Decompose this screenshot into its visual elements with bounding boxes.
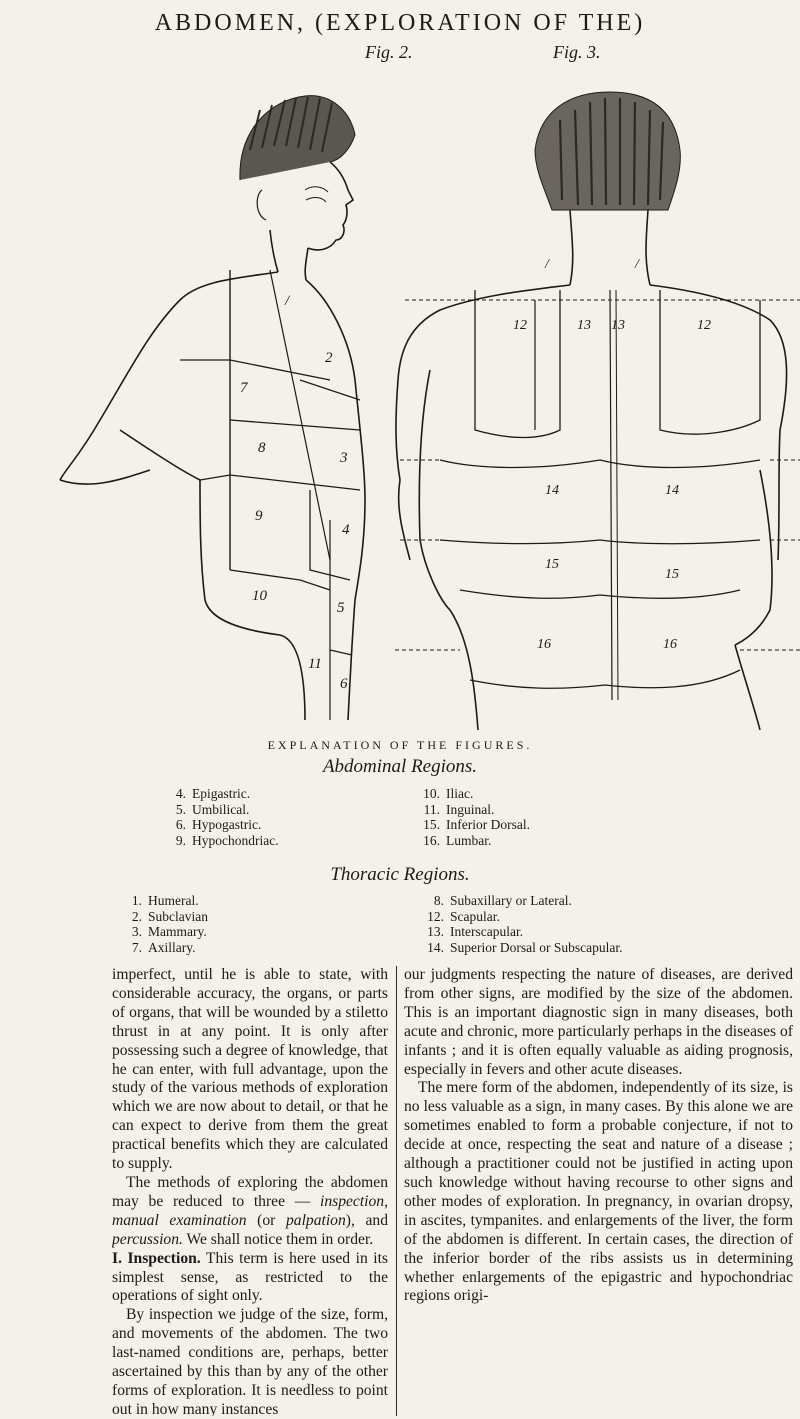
thoracic-legend-left — [122, 893, 208, 955]
legend-item — [166, 786, 279, 802]
legend-item — [166, 802, 279, 818]
legend-label: Epigastric. — [192, 786, 251, 801]
thoracic-regions-heading: Thoracic Regions. — [330, 864, 470, 885]
fig3-num-12a: 12 — [513, 318, 527, 333]
legend-number: 5. — [175, 801, 186, 817]
legend-item — [420, 786, 530, 802]
paragraph: imperfect, until he is able to state, with considerable accuracy, the organs, or parts of organs, that will be wounded by a stiletto thrust in at any point. It is only after possessing such a degree of knowledge, that he can enter, with full advantage, upon the study of the various methods of exploration which we are now about to detail, or that he can expect to derive from them the great practical benefits which they are calculated to supply. — [112, 966, 388, 1173]
text-run: We shall notice them in order. — [182, 1230, 374, 1248]
fig3-num-14b: 14 — [665, 483, 679, 498]
fig2-num-5: 5 — [337, 600, 345, 616]
legend-number: 3. — [131, 924, 142, 939]
legend-number: 8. — [433, 893, 444, 908]
abdominal-legend-left — [166, 786, 279, 848]
figure-3-drawing — [395, 92, 800, 730]
legend-item — [420, 833, 530, 849]
figure-2-label: Fig. 2. — [365, 42, 413, 62]
fig3-num-16a: 16 — [537, 637, 551, 652]
text-run: The methods of exploring the abdomen may be reduced to three — — [112, 1173, 388, 1210]
fig3-num-13b: 13 — [611, 318, 625, 333]
legend-label: Scapular. — [450, 908, 500, 924]
legend-number: 1. — [131, 893, 142, 908]
fig3-num-14a: 14 — [545, 483, 559, 498]
legend-item — [122, 940, 208, 956]
legend-item — [166, 817, 279, 833]
fig3-num-1a: / — [545, 257, 549, 272]
thoracic-legend-right — [424, 893, 622, 955]
text-run: This term is here used in its simplest sense, as restricted to the operations of sight only. — [112, 1249, 388, 1305]
paragraph: our judgments respecting the nature of diseases, are derived from other signs, are modified by the size of the abdomen. This is an important diagnostic sign in many diseases, both acute and chronic, more particularly perhaps in the diseases of infants ; and it is often equally valuable as aiding prognosis, especially in fevers and other acute diseases. — [404, 966, 793, 1078]
section-title: I. Inspection. — [112, 1249, 201, 1267]
abdominal-legend-right — [420, 786, 530, 848]
fig3-num-16b: 16 — [663, 637, 677, 652]
abdominal-regions-heading: Abdominal Regions. — [322, 756, 478, 777]
text-run: ), and — [345, 1211, 388, 1229]
legend-label: Interscapular. — [450, 924, 524, 939]
paragraph: The mere form of the abdomen, independently of its size, is no less valuable as a sign, in many cases. By this alone we are sometimes enabled to form a probable conjecture, if not to decide at once, respecting the seat and nature of a disease ; although a practitioner could not be justified in acting upon such knowledge without having recourse to other signs and other modes of exploration. In pregnancy, in ovarian dropsy, in ascites, tympanites. and enlargements of the liver, the form of the abdomen is different. In certain cases, the direction of the inferior border of the ribs assists us in determining whether enlargements of the epigastric and hypochondriac regions origi- — [404, 1079, 793, 1305]
fig2-num-11: 11 — [308, 656, 322, 672]
fig2-num-9: 9 — [255, 508, 263, 524]
legend-label: Hypogastric. — [192, 817, 262, 832]
legend-label: Hypochondriac. — [192, 832, 279, 848]
legend-number: 2. — [131, 908, 142, 924]
emphasis-inspection: inspection, manual examination — [112, 1192, 388, 1229]
fig3-num-1b: / — [635, 257, 639, 272]
paragraph-inspection — [112, 1250, 388, 1307]
page-title: ABDOMEN, (EXPLORATION OF THE) — [154, 10, 646, 36]
legend-number: 10. — [423, 786, 440, 801]
emphasis-percussion: percussion. — [112, 1230, 183, 1248]
body-column-left — [112, 966, 388, 1416]
legend-label: Mammary. — [148, 924, 207, 939]
legend-number: 16. — [423, 832, 440, 848]
fig2-num-4: 4 — [342, 522, 350, 538]
legend-label: Axillary. — [148, 939, 196, 955]
legend-item — [122, 924, 208, 940]
fig3-num-13a: 13 — [577, 318, 591, 333]
legend-number: 4. — [175, 786, 186, 801]
fig2-num-1: / — [285, 293, 290, 309]
legend-item — [424, 940, 622, 956]
fig2-num-2: 2 — [325, 350, 333, 366]
body-column-right — [404, 966, 793, 1416]
legend-label: Lumbar. — [446, 832, 492, 848]
fig2-hair — [240, 96, 355, 180]
legend-number: 15. — [423, 817, 440, 832]
legend-label: Inferior Dorsal. — [446, 817, 530, 832]
legend-label: Iliac. — [446, 786, 474, 801]
fig2-num-7: 7 — [240, 380, 248, 396]
legend-item — [122, 893, 208, 909]
column-divider — [396, 966, 397, 1416]
legend-label: Superior Dorsal or Subscapular. — [450, 939, 623, 955]
legend-item — [424, 893, 622, 909]
legend-item — [420, 817, 530, 833]
legend-number: 7. — [131, 939, 142, 955]
fig2-num-10: 10 — [252, 588, 267, 604]
fig2-num-6: 6 — [340, 676, 348, 692]
legend-label: Humeral. — [148, 893, 199, 908]
fig3-num-15b: 15 — [665, 567, 679, 582]
figure-3-label: Fig. 3. — [553, 42, 601, 62]
paragraph-methods — [112, 1174, 388, 1250]
fig3-num-12b: 12 — [697, 318, 711, 333]
legend-item — [420, 802, 530, 818]
fig3-num-15a: 15 — [545, 557, 559, 572]
legend-item — [424, 924, 622, 940]
legend-item — [122, 909, 208, 925]
fig2-torso — [306, 280, 365, 720]
text-run: (or — [246, 1211, 286, 1229]
fig2-num-8: 8 — [258, 440, 266, 456]
legend-item — [424, 909, 622, 925]
fig2-num-3: 3 — [340, 450, 348, 466]
legend-number: 11. — [423, 801, 440, 817]
legend-number: 6. — [175, 817, 186, 832]
figure-2-drawing — [60, 96, 365, 720]
legend-label: Inguinal. — [446, 801, 495, 817]
fig2-arm — [60, 272, 278, 480]
emphasis-palpation: palpation — [285, 1211, 346, 1229]
legend-number: 9. — [175, 832, 186, 848]
anatomical-figures — [0, 70, 800, 730]
legend-label: Subclavian — [148, 908, 208, 924]
legend-label: Umbilical. — [192, 801, 250, 817]
legend-number: 12. — [427, 908, 444, 924]
fig2-face — [308, 162, 353, 250]
legend-number: 14. — [427, 939, 444, 955]
legend-number: 13. — [427, 924, 444, 939]
explanation-heading: EXPLANATION OF THE FIGURES. — [267, 738, 533, 752]
paragraph: By inspection we judge of the size, form, and movements of the abdomen. The two last-named conditions are, perhaps, better ascertained by this than by any of the other forms of exploration. It is needless to point out in how many instances — [112, 1306, 388, 1416]
legend-item — [166, 833, 279, 849]
fig3-hair — [535, 92, 680, 210]
legend-label: Subaxillary or Lateral. — [450, 893, 572, 908]
